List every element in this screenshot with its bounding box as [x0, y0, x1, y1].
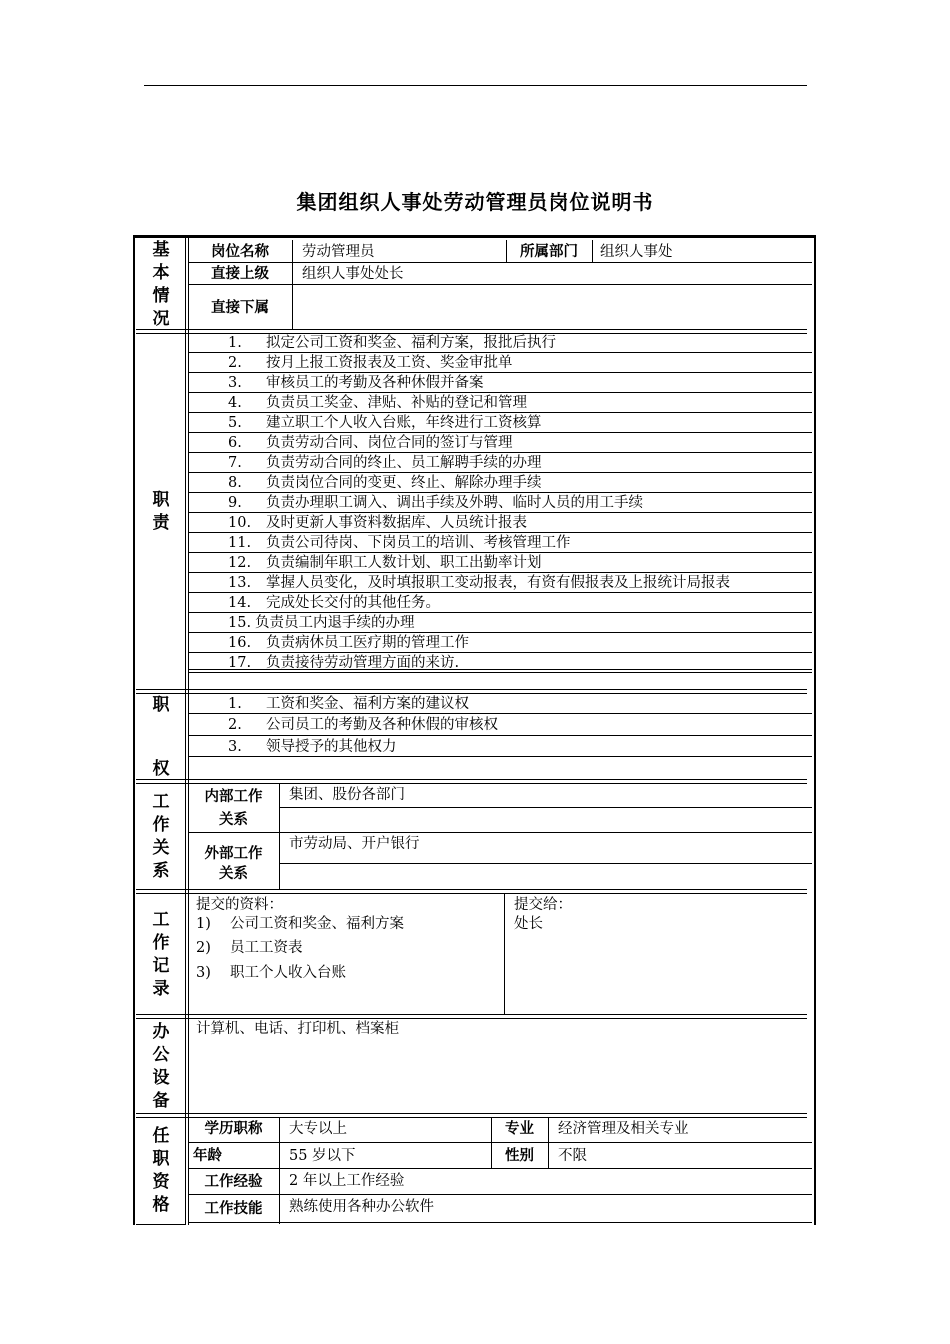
duty-item: 9. 负责办理职工调入、调出手续及外聘、临时人员的用工手续: [228, 495, 643, 511]
internal-relations-value: 集团、股份各部门: [289, 787, 405, 803]
record-item: 3) 职工个人收入台账: [196, 965, 346, 981]
authority-item: 1. 工资和奖金、福利方案的建议权: [228, 696, 469, 712]
education-label: 学历职称: [204, 1121, 263, 1137]
age-value: 55 岁以下: [289, 1148, 356, 1164]
age-label: 年龄: [193, 1148, 222, 1164]
submitted-materials-label: 提交的资料：: [196, 897, 283, 913]
duty-item: 12. 负责编制年职工人数计划、职工出勤率计划: [228, 555, 542, 571]
duty-item: 3. 审核员工的考勤及各种休假并备案: [228, 375, 484, 391]
internal-relations-label: 内部工作 关系: [204, 789, 263, 828]
section-authority: 职 权: [152, 694, 170, 779]
authority-item: 2. 公司员工的考勤及各种休假的审核权: [228, 717, 498, 733]
work-experience-label: 工作经验: [204, 1174, 263, 1190]
duty-item: 7. 负责劳动合同的终止、员工解聘手续的办理: [228, 455, 542, 471]
record-item: 2) 员工工资表: [196, 940, 303, 956]
major-label: 专业: [505, 1121, 534, 1137]
section-office-equipment: 办 公 设 备: [152, 1021, 170, 1111]
duty-item: 4. 负责员工奖金、津贴、补贴的登记和管理: [228, 395, 527, 411]
duty-item: 16. 负责病休员工医疗期的管理工作: [228, 635, 469, 651]
work-skills-value: 熟练使用各种办公软件: [289, 1199, 434, 1215]
duty-item: 17. 负责接待劳动管理方面的来访.: [228, 655, 460, 671]
submit-to-label: 提交给：: [514, 897, 572, 913]
education-value: 大专以上: [289, 1121, 347, 1137]
position-name-value: 劳动管理员: [302, 244, 375, 260]
section-qualifications: 任 职 资 格: [152, 1126, 170, 1215]
office-equipment-value: 计算机、电话、打印机、档案柜: [196, 1021, 399, 1037]
direct-superior-value: 组织人事处处长: [302, 266, 404, 282]
department-label: 所属部门: [520, 244, 578, 260]
authority-item: 3. 领导授予的其他权力: [228, 739, 397, 755]
duty-item: 2. 按月上报工资报表及工资、奖金审批单: [228, 355, 513, 371]
duty-item: 6. 负责劳动合同、岗位合同的签订与管理: [228, 435, 513, 451]
section-basic: 基 本 情 况: [152, 240, 170, 329]
page-title: 集团组织人事处劳动管理员岗位说明书: [296, 190, 654, 214]
submit-to-value: 处长: [514, 916, 543, 932]
section-work-relations: 工 作 关 系: [152, 792, 170, 881]
external-relations-value: 市劳动局、开户银行: [289, 836, 420, 852]
external-relations-label: 外部工作 关系: [204, 846, 263, 882]
duty-item: 10. 及时更新人事资料数据库、人员统计报表: [228, 515, 527, 531]
duty-item: 11. 负责公司待岗、下岗员工的培训、考核管理工作: [228, 535, 571, 551]
work-skills-label: 工作技能: [204, 1201, 263, 1217]
direct-subordinate-label: 直接下属: [211, 300, 269, 316]
duty-item: 13. 掌握人员变化，及时填报职工变动报表，有资有假报表及上报统计局报表: [228, 575, 730, 591]
duty-item: 1. 拟定公司工资和奖金、福利方案，报批后执行: [228, 335, 556, 351]
section-work-records: 工 作 记 录: [152, 909, 170, 999]
duty-item: 5. 建立职工个人收入台账，年终进行工资核算: [228, 415, 542, 431]
work-experience-value: 2 年以上工作经验: [289, 1173, 405, 1189]
duty-item: 15. 负责员工内退手续的办理: [228, 615, 415, 631]
direct-superior-label: 直接上级: [211, 266, 269, 282]
duty-item: 8. 负责岗位合同的变更、终止、解除办理手续: [228, 475, 542, 491]
gender-value: 不限: [558, 1148, 587, 1164]
header-rule: [144, 85, 807, 86]
department-value: 组织人事处: [600, 244, 673, 260]
section-duties: 职 责: [152, 490, 170, 533]
record-item: 1) 公司工资和奖金、福利方案: [196, 916, 404, 932]
major-value: 经济管理及相关专业: [558, 1121, 689, 1137]
duty-item: 14. 完成处长交付的其他任务。: [228, 595, 440, 611]
gender-label: 性别: [505, 1148, 534, 1164]
position-name-label: 岗位名称: [211, 244, 269, 260]
